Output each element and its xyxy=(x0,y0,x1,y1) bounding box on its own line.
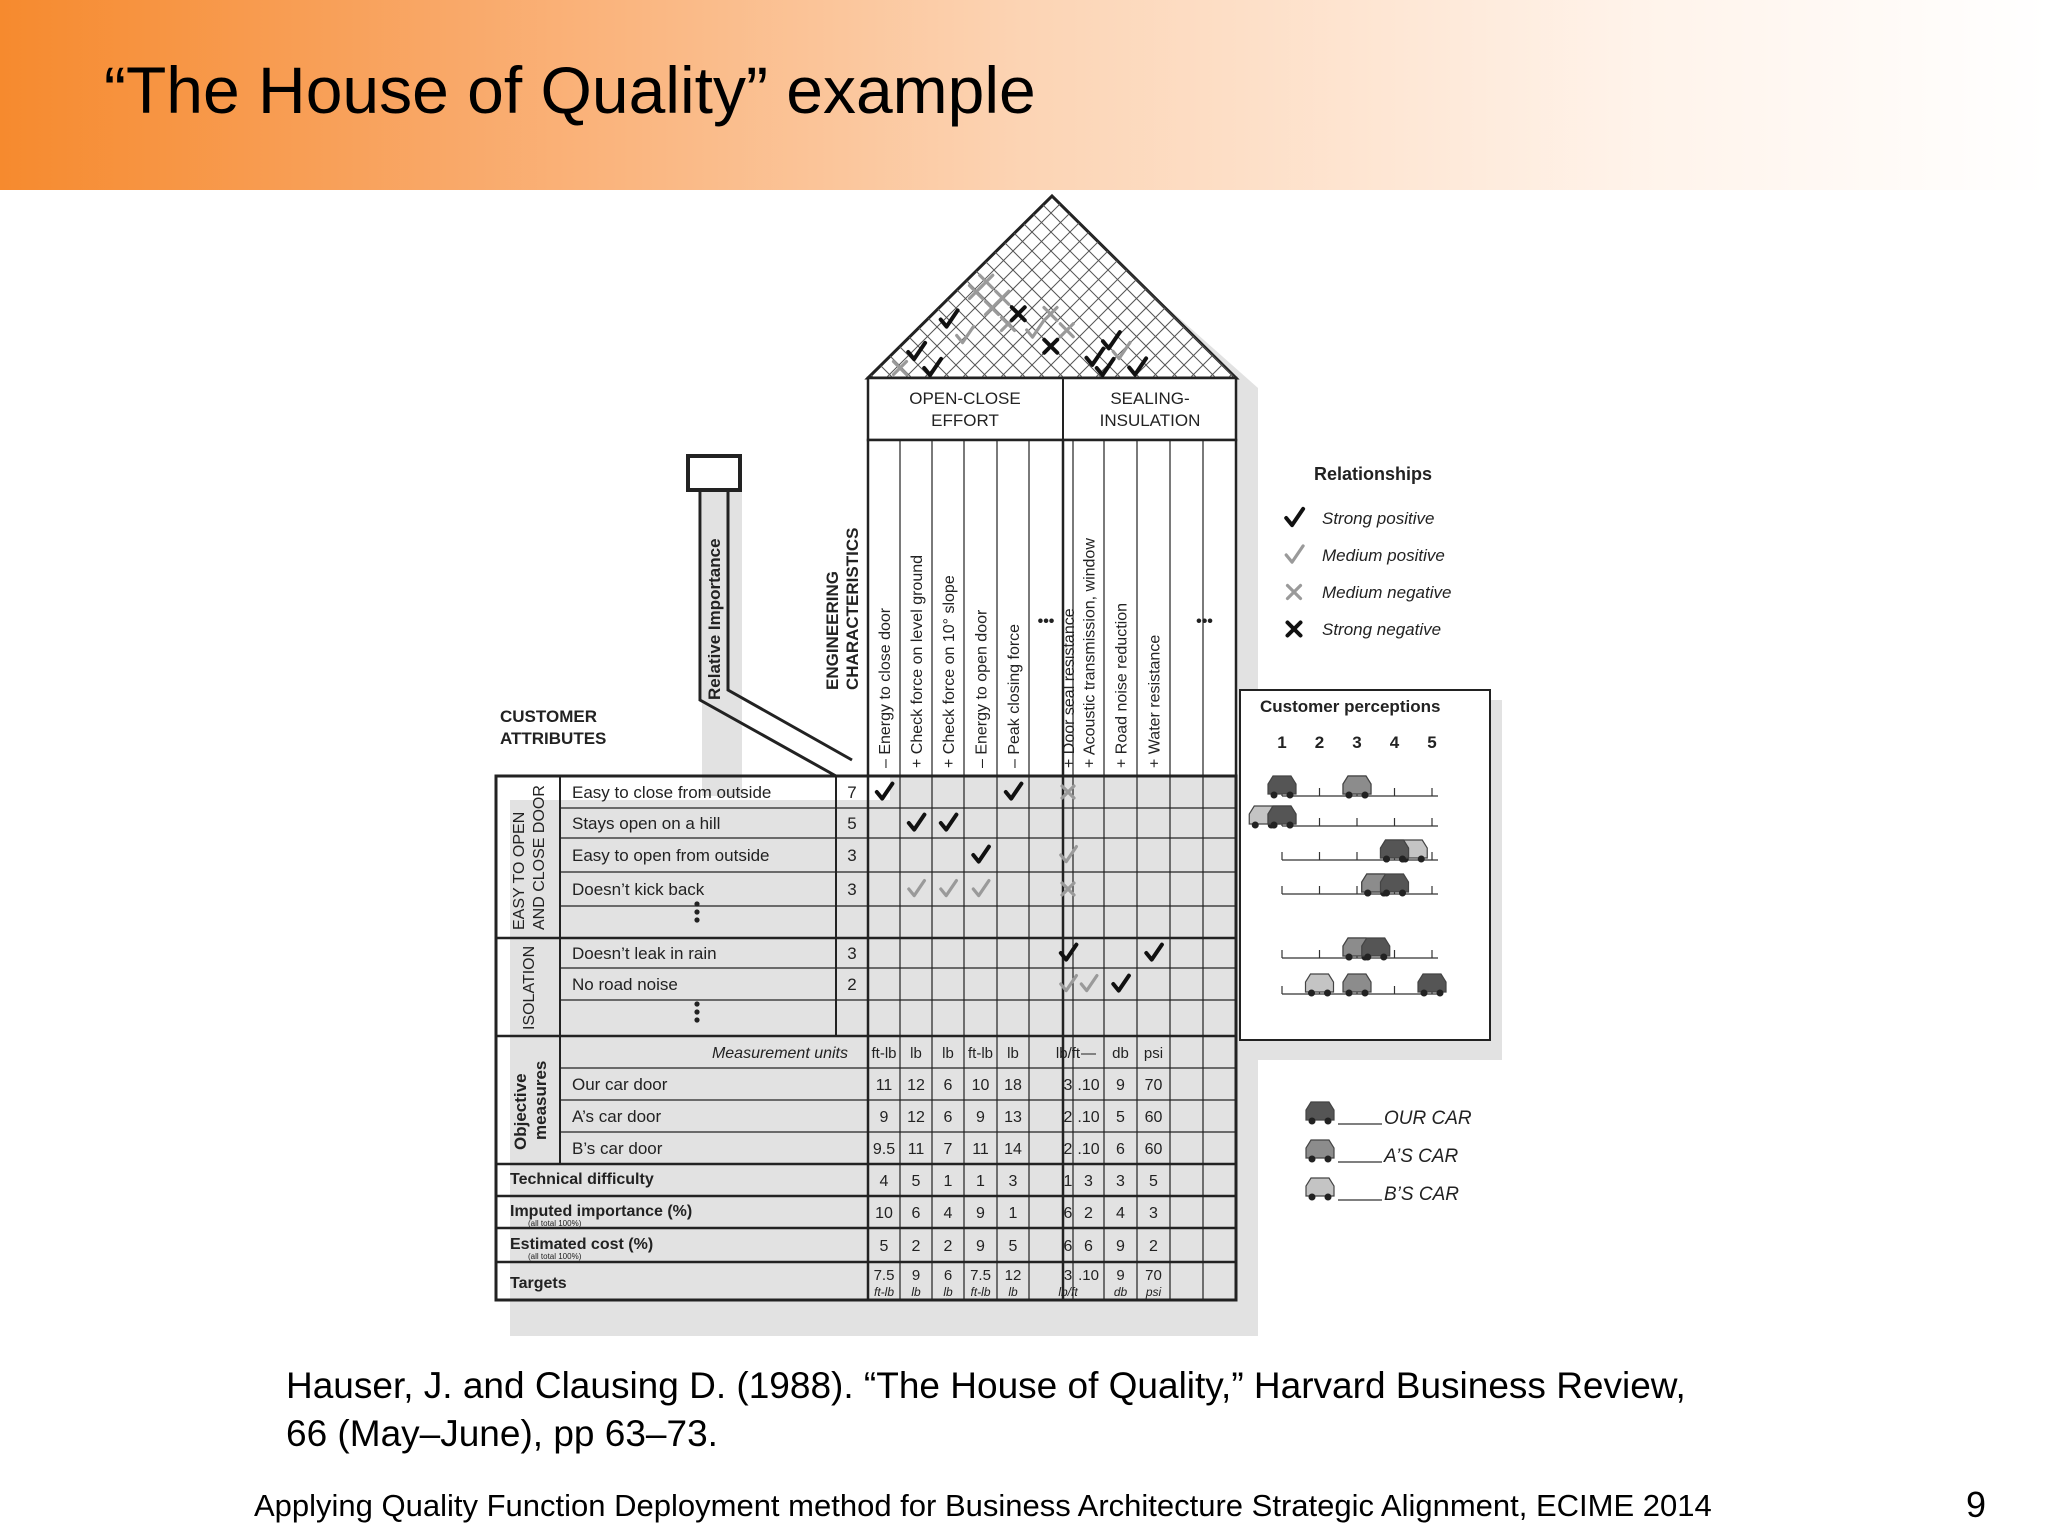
attribute-name: Easy to open from outside xyxy=(572,846,770,865)
measure-cell: .10 xyxy=(1077,1141,1100,1158)
unit-cell: lb xyxy=(942,1045,954,1062)
unit-cell: ft-lb xyxy=(871,1045,897,1062)
roof-grid-line xyxy=(709,118,969,378)
car-legend-label: B’S CAR xyxy=(1384,1184,1459,1205)
characteristic-label: + Road noise reduction xyxy=(1113,603,1131,768)
ellipsis: ••• xyxy=(1196,613,1213,630)
perception-our-car-wheel xyxy=(1271,792,1278,799)
measure-cell: .10 xyxy=(1077,1077,1100,1094)
measure-cell: 11 xyxy=(875,1077,893,1094)
characteristic-label: + Check force on level ground xyxy=(909,554,926,768)
perception-a-car-wheel xyxy=(1362,792,1369,799)
attribute-name: No road noise xyxy=(572,975,678,994)
perception-a-car-wheel xyxy=(1364,890,1371,897)
chimney-top xyxy=(688,456,740,490)
summary-cell: 4 xyxy=(943,1205,953,1222)
perception-a-car-wheel xyxy=(1346,792,1353,799)
perception-our-car-wheel xyxy=(1421,990,1428,997)
roof-grid-line xyxy=(766,118,1026,378)
roof-grid-line xyxy=(1184,118,1444,378)
roof-grid-line xyxy=(1095,118,1355,378)
summary-cell: 5 xyxy=(1008,1238,1018,1255)
perception-a-car-body xyxy=(1343,776,1371,794)
target-cell: 3 xyxy=(1063,1267,1073,1284)
legend-title: Relationships xyxy=(1314,464,1433,484)
perception-b-car-wheel xyxy=(1418,856,1425,863)
perception-scale: 2 xyxy=(1314,733,1325,752)
legend-a-car-icon-wheel xyxy=(1325,1156,1332,1163)
target-unit: ft-lb xyxy=(970,1285,991,1299)
roof-grid-line xyxy=(506,118,766,378)
attribute-name: Easy to close from outside xyxy=(572,783,772,802)
legend-our-car-icon xyxy=(1306,1102,1334,1125)
measure-cell: 70 xyxy=(1144,1077,1163,1094)
legend-our-car-icon-wheel xyxy=(1309,1118,1316,1125)
roof-grid-line xyxy=(633,118,893,378)
roof-grid-line xyxy=(1228,118,1488,378)
vertical-dot xyxy=(694,909,699,914)
perception-b-car-body xyxy=(1306,974,1334,992)
attribute-group-label: AND CLOSE DOOR xyxy=(531,785,548,930)
summary-cell: 6 xyxy=(1063,1238,1073,1255)
summary-label: Technical difficulty xyxy=(510,1171,654,1188)
group-label: EFFORT xyxy=(931,411,999,430)
perception-our-car-wheel xyxy=(1383,856,1390,863)
perception-our-car-wheel xyxy=(1437,990,1444,997)
roof-grid-line xyxy=(1336,118,1596,378)
target-unit: psi xyxy=(1145,1285,1162,1299)
legend-strong-negative-icon xyxy=(1288,623,1301,636)
measure-cell: .10 xyxy=(1077,1109,1100,1126)
summary-cell: 9 xyxy=(976,1238,985,1255)
perception-b-car-wheel xyxy=(1324,990,1331,997)
footer-text: Applying Quality Function Deployment method for Business Architecture Strategic Alignment, ECIME 2014 xyxy=(254,1488,1712,1523)
target-cell: 9 xyxy=(911,1267,921,1284)
legend-label: Strong positive xyxy=(1322,509,1435,528)
perception-scale: 3 xyxy=(1352,733,1362,752)
roof-grid-line xyxy=(582,118,842,378)
summary-cell: 1 xyxy=(1008,1205,1018,1222)
target-cell: 6 xyxy=(943,1267,953,1284)
perceptions-title: Customer perceptions xyxy=(1260,697,1441,716)
relationships-legend xyxy=(1286,464,1451,639)
roof-grid-line xyxy=(671,118,931,378)
attribute-importance: 2 xyxy=(847,975,857,994)
roof-grid-line xyxy=(1247,118,1507,378)
objective-label: Objective xyxy=(511,1073,530,1150)
summary-cell: 6 xyxy=(1084,1238,1093,1255)
roof-grid-line xyxy=(658,118,918,378)
roof-grid-line xyxy=(690,118,950,378)
measure-cell: 2 xyxy=(1063,1141,1073,1158)
roof-grid-line xyxy=(595,118,855,378)
attribute-importance: 3 xyxy=(847,944,857,963)
summary-cell: 4 xyxy=(879,1173,889,1190)
measure-cell: 12 xyxy=(907,1077,925,1094)
measure-label: A’s car door xyxy=(572,1107,662,1126)
perception-our-car-wheel xyxy=(1383,890,1390,897)
summary-cell: 3 xyxy=(1084,1173,1093,1190)
perception-b-car-wheel xyxy=(1252,822,1259,829)
measure-cell: 6 xyxy=(943,1109,953,1126)
roof-grid-line xyxy=(1317,118,1577,378)
roof-grid-line xyxy=(1260,118,1520,378)
summary-cell: 9 xyxy=(976,1205,985,1222)
measure-cell: 60 xyxy=(1144,1141,1163,1158)
engineering-label: ENGINEERING xyxy=(823,570,842,690)
perception-a-car-wheel xyxy=(1346,954,1353,961)
characteristic-label: + Door seal resistance xyxy=(1061,608,1078,768)
summary-cell: 10 xyxy=(875,1205,893,1222)
perception-scale: 4 xyxy=(1389,733,1400,752)
slide-title: “The House of Quality” example xyxy=(104,53,1036,127)
summary-cell: 2 xyxy=(911,1238,921,1255)
attribute-group-label: ISOLATION xyxy=(521,945,538,1030)
customer-perceptions xyxy=(1240,690,1490,1040)
target-cell: 9 xyxy=(1116,1267,1125,1284)
legend-b-car-icon-wheel xyxy=(1309,1194,1316,1201)
roof-grid-line xyxy=(544,118,804,378)
summary-cell: 6 xyxy=(1063,1205,1073,1222)
measure-cell: 2 xyxy=(1063,1109,1073,1126)
characteristic-label: + Acoustic transmission, window xyxy=(1081,538,1099,768)
attribute-group-label: EASY TO OPEN xyxy=(511,811,528,930)
roof-grid-line xyxy=(620,118,880,378)
roof-grid-line xyxy=(576,118,836,378)
perception-our-car-body xyxy=(1418,974,1446,992)
legend-a-car-icon-body xyxy=(1306,1140,1334,1158)
legend-a-car-icon-wheel xyxy=(1309,1156,1316,1163)
measure-cell: 5 xyxy=(1116,1109,1125,1126)
summary-cell: 4 xyxy=(1116,1205,1125,1222)
measure-cell: 60 xyxy=(1144,1109,1163,1126)
perception-scale: 5 xyxy=(1427,733,1437,752)
measure-cell: 18 xyxy=(1004,1077,1022,1094)
perception-a-car-body xyxy=(1343,974,1371,992)
attribute-importance: 5 xyxy=(847,814,857,833)
roof-grid-line xyxy=(1279,118,1539,378)
target-unit: lb/ft xyxy=(1058,1285,1078,1299)
measure-cell: 14 xyxy=(1004,1141,1022,1158)
summary-note: (all total 100%) xyxy=(528,1252,582,1261)
measure-label: B’s car door xyxy=(572,1139,663,1158)
roof-grid-line xyxy=(728,118,988,378)
roof-grid-line xyxy=(1298,118,1558,378)
perception-our-car-wheel xyxy=(1287,792,1294,799)
perception-our-car-wheel xyxy=(1399,856,1406,863)
summary-note: (all total 100%) xyxy=(528,1219,582,1228)
objective-label: measures xyxy=(531,1060,550,1140)
roof-grid-line xyxy=(1152,118,1412,378)
perception-our-car-body xyxy=(1268,806,1296,824)
roof-grid-line xyxy=(614,118,874,378)
legend-label: Strong negative xyxy=(1322,620,1442,639)
perception-our-car-wheel xyxy=(1364,954,1371,961)
group-label: SEALING- xyxy=(1110,389,1190,408)
roof-grid-line xyxy=(468,118,728,378)
roof-grid-line xyxy=(1165,118,1425,378)
perception-our-car-body xyxy=(1381,874,1409,892)
roof-grid-line xyxy=(1133,118,1393,378)
characteristic-label: – Energy to close door xyxy=(877,607,894,768)
page-number: 9 xyxy=(1966,1484,1987,1525)
summary-cell: 5 xyxy=(879,1238,889,1255)
roof-grid-line xyxy=(1355,118,1615,378)
perception-our-car-body xyxy=(1268,776,1296,794)
summary-cell: 5 xyxy=(911,1173,921,1190)
roof-grid-line xyxy=(1374,118,1634,378)
roof-grid-line xyxy=(601,118,861,378)
legend-our-car-icon-body xyxy=(1306,1102,1334,1120)
car-legend-label: A’S CAR xyxy=(1384,1146,1459,1167)
legend-label: Medium positive xyxy=(1322,546,1445,565)
target-unit: ft-lb xyxy=(873,1285,895,1299)
perception-our-car-wheel xyxy=(1380,954,1387,961)
citation-line-2: 66 (May–June), pp 63–73. xyxy=(286,1413,718,1454)
measure-cell: 12 xyxy=(907,1109,925,1126)
measure-cell: 3 xyxy=(1063,1077,1073,1094)
roof-grid-line xyxy=(1209,118,1469,378)
relative-importance-label: Relative Importance xyxy=(705,538,724,700)
characteristic-label: + Check force on 10° slope xyxy=(941,575,958,768)
legend-medium-negative-icon xyxy=(1288,586,1301,599)
measure-label: Our car door xyxy=(572,1075,668,1094)
attribute-name: Doesn’t leak in rain xyxy=(572,944,717,963)
target-cell: 70 xyxy=(1145,1267,1162,1284)
customer-attributes-label: ATTRIBUTES xyxy=(500,729,607,748)
group-header-box xyxy=(868,378,1236,440)
summary-cell: 6 xyxy=(911,1205,921,1222)
target-unit: lb xyxy=(911,1285,921,1299)
target-unit: lb xyxy=(943,1285,953,1299)
legend-b-car-icon-body xyxy=(1306,1178,1334,1196)
measurement-units-label: Measurement units xyxy=(711,1045,848,1062)
roof-grid-line xyxy=(747,118,1007,378)
measure-cell: 13 xyxy=(1004,1109,1022,1126)
perception-our-car-wheel xyxy=(1287,822,1294,829)
measure-cell: 11 xyxy=(907,1141,925,1158)
legend-b-car-icon xyxy=(1306,1178,1334,1201)
legend-b-car-icon-wheel xyxy=(1325,1194,1332,1201)
unit-cell: lb/ft xyxy=(1055,1045,1081,1062)
ellipsis: ••• xyxy=(1037,613,1055,630)
perception-scale: 1 xyxy=(1277,733,1287,752)
unit-cell: — xyxy=(1081,1045,1096,1062)
measure-cell: 9 xyxy=(879,1109,889,1126)
roof-grid-line xyxy=(1266,118,1526,378)
vertical-dot xyxy=(694,1017,699,1022)
target-cell: .10 xyxy=(1078,1267,1099,1284)
summary-cell: 2 xyxy=(1149,1238,1158,1255)
target-unit: lb xyxy=(1008,1285,1018,1299)
legend-strong-positive-icon xyxy=(1286,509,1303,525)
legend-label: Medium negative xyxy=(1322,583,1452,602)
roof-grid-line xyxy=(1241,118,1501,378)
vertical-dot xyxy=(694,901,699,906)
summary-cell: 3 xyxy=(1008,1173,1018,1190)
vertical-dot xyxy=(694,917,699,922)
perception-our-car-wheel xyxy=(1399,890,1406,897)
targets-label: Targets xyxy=(510,1275,567,1292)
perception-a-car-wheel xyxy=(1362,990,1369,997)
characteristic-label: – Energy to open door xyxy=(973,609,991,768)
summary-label: Imputed importance (%) xyxy=(510,1203,693,1220)
perception-b-car-wheel xyxy=(1308,990,1315,997)
roof-grid-line xyxy=(677,118,937,378)
perception-our-car-body xyxy=(1381,840,1409,858)
measure-cell: 10 xyxy=(971,1077,990,1094)
vertical-dot xyxy=(694,1001,699,1006)
group-label: OPEN-CLOSE xyxy=(909,389,1021,408)
car-legend xyxy=(1306,1102,1472,1205)
customer-attributes-label: CUSTOMER xyxy=(500,707,597,726)
roof-grid-line xyxy=(1171,118,1431,378)
measure-cell: 9.5 xyxy=(872,1141,896,1158)
attribute-name: Doesn’t kick back xyxy=(572,880,705,899)
roof-grid-line xyxy=(563,118,823,378)
summary-cell: 2 xyxy=(943,1238,953,1255)
summary-cell: 1 xyxy=(943,1173,953,1190)
roof-grid-line xyxy=(1203,118,1463,378)
car-legend-label: OUR CAR xyxy=(1384,1108,1472,1129)
measure-cell: 9 xyxy=(976,1109,985,1126)
summary-cell: 5 xyxy=(1149,1173,1158,1190)
perception-our-car-wheel xyxy=(1271,822,1278,829)
unit-cell: lb xyxy=(910,1045,922,1062)
roof-grid-line xyxy=(1190,118,1450,378)
roof-grid-line xyxy=(525,118,785,378)
attribute-name: Stays open on a hill xyxy=(572,814,721,833)
roof-grid-line xyxy=(639,118,899,378)
measure-cell: 6 xyxy=(1116,1141,1125,1158)
attribute-importance: 3 xyxy=(847,846,857,865)
summary-label: Estimated cost (%) xyxy=(510,1236,654,1253)
target-unit: db xyxy=(1113,1285,1128,1299)
summary-cell: 3 xyxy=(1116,1173,1125,1190)
measure-cell: 7 xyxy=(943,1141,953,1158)
perception-a-car-wheel xyxy=(1346,990,1353,997)
target-cell: 7.5 xyxy=(970,1267,991,1284)
roof-grid-line xyxy=(652,118,912,378)
characteristic-label: – Peak closing force xyxy=(1006,623,1023,768)
characteristic-label: + Water resistance xyxy=(1146,634,1164,768)
roof-grid-line xyxy=(1222,118,1482,378)
summary-cell: 3 xyxy=(1149,1205,1158,1222)
citation-line-1: Hauser, J. and Clausing D. (1988). “The House of Quality,” Harvard Business Review, xyxy=(286,1365,1686,1406)
unit-cell: db xyxy=(1112,1045,1129,1062)
legend-a-car-icon xyxy=(1306,1140,1334,1163)
engineering-label: CHARACTERISTICS xyxy=(843,527,862,690)
summary-cell: 2 xyxy=(1084,1205,1093,1222)
perception-our-car-body xyxy=(1362,938,1390,956)
roof-grid-line xyxy=(487,118,747,378)
target-cell: 12 xyxy=(1004,1267,1022,1284)
measure-cell: 11 xyxy=(972,1141,989,1158)
target-cell: 7.5 xyxy=(873,1267,895,1284)
legend-our-car-icon-wheel xyxy=(1325,1118,1332,1125)
summary-cell: 9 xyxy=(1116,1238,1125,1255)
attribute-importance: 3 xyxy=(847,880,857,899)
measure-cell: 6 xyxy=(943,1077,953,1094)
citation xyxy=(286,1362,1846,1458)
roof-grid-line xyxy=(1114,118,1374,378)
vertical-dot xyxy=(694,1009,699,1014)
legend-medium-positive-icon xyxy=(1286,546,1303,562)
unit-cell: ft-lb xyxy=(967,1045,994,1062)
measure-cell: 9 xyxy=(1116,1077,1125,1094)
summary-cell: 1 xyxy=(976,1173,985,1190)
summary-cell: 1 xyxy=(1063,1173,1073,1190)
attribute-importance: 7 xyxy=(847,783,857,802)
unit-cell: lb xyxy=(1007,1045,1019,1062)
group-label: INSULATION xyxy=(1099,411,1201,430)
unit-cell: psi xyxy=(1143,1045,1164,1062)
